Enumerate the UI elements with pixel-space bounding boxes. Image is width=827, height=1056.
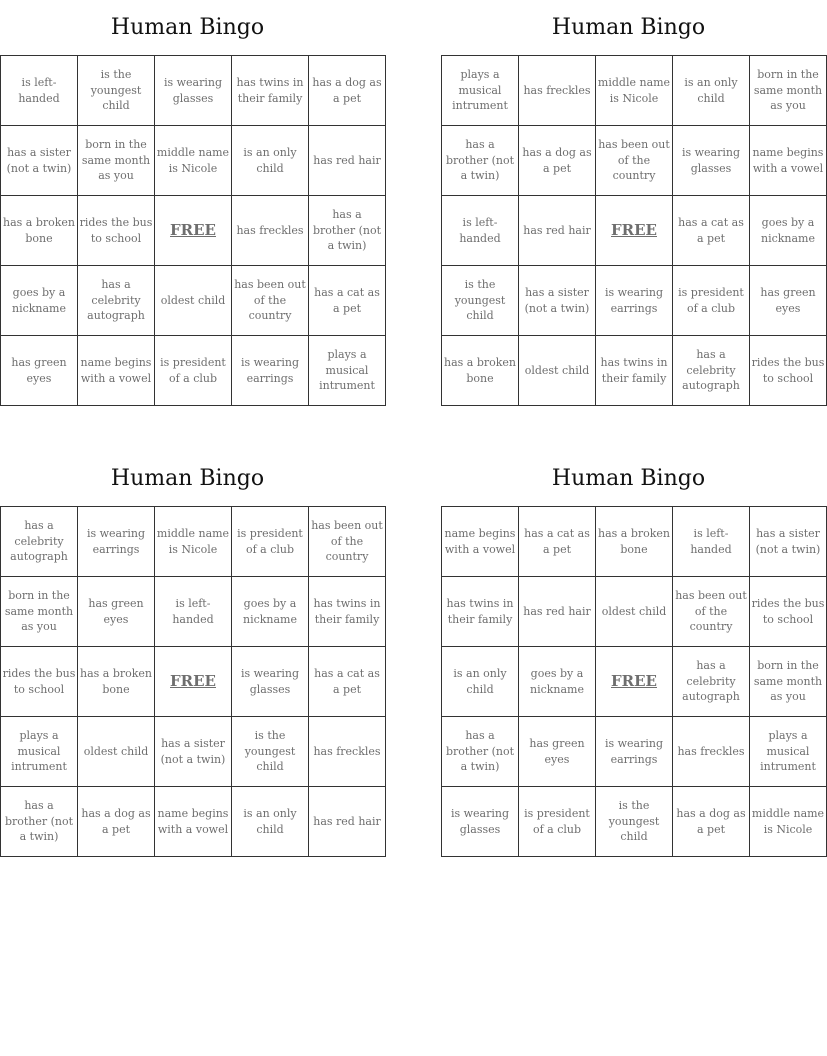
bingo-cell: has red hair <box>309 787 386 857</box>
bingo-cell: plays a musical intrument <box>750 717 827 787</box>
bingo-cell: has freckles <box>232 196 309 266</box>
bingo-cell: has been out of the country <box>596 126 673 196</box>
bingo-cell: has a sister (not a twin) <box>1 126 78 196</box>
bingo-grid <box>0 55 386 406</box>
grid-row <box>1 577 386 647</box>
bingo-cell: plays a musical intrument <box>442 56 519 126</box>
bingo-cell: has a cat as a pet <box>309 266 386 336</box>
bingo-cell: born in the same month as you <box>750 56 827 126</box>
card-title: Human Bingo <box>110 15 265 40</box>
bingo-cell: has green eyes <box>519 717 596 787</box>
bingo-cell: is left-handed <box>673 507 750 577</box>
bingo-cell: has a dog as a pet <box>78 787 155 857</box>
bingo-cell: rides the bus to school <box>750 336 827 406</box>
bingo-cell: is president of a club <box>519 787 596 857</box>
bingo-cell: is wearing glasses <box>673 126 750 196</box>
bingo-card-1 <box>0 0 382 406</box>
bingo-cell: is wearing earrings <box>596 266 673 336</box>
grid-row <box>1 56 386 126</box>
bingo-cell: is an only child <box>232 787 309 857</box>
bingo-cell: has freckles <box>519 56 596 126</box>
bingo-cell: is an only child <box>232 126 309 196</box>
grid-row <box>1 126 386 196</box>
free-space-cell: FREE <box>155 196 232 266</box>
grid-row <box>442 787 827 857</box>
bingo-cell: has a celebrity autograph <box>673 336 750 406</box>
bingo-cell: rides the bus to school <box>1 647 78 717</box>
grid-row <box>1 787 386 857</box>
bingo-cell: is wearing glasses <box>155 56 232 126</box>
grid-row <box>1 717 386 787</box>
bingo-cell: is an only child <box>673 56 750 126</box>
bingo-cell: has a brother (not a twin) <box>1 787 78 857</box>
bingo-cell: has green eyes <box>750 266 827 336</box>
grid-row <box>1 336 386 406</box>
free-space-cell: FREE <box>596 647 673 717</box>
bingo-cell: is the youngest child <box>442 266 519 336</box>
bingo-cell: has a celebrity autograph <box>673 647 750 717</box>
grid-row <box>442 196 827 266</box>
bingo-cell: middle name is Nicole <box>155 507 232 577</box>
bingo-cell: is president of a club <box>673 266 750 336</box>
bingo-cell: oldest child <box>78 717 155 787</box>
bingo-cell: goes by a nickname <box>750 196 827 266</box>
bingo-cell: middle name is Nicole <box>750 787 827 857</box>
bingo-cell: is the youngest child <box>78 56 155 126</box>
bingo-cell: goes by a nickname <box>519 647 596 717</box>
bingo-card-3 <box>0 451 383 857</box>
bingo-cell: goes by a nickname <box>1 266 78 336</box>
bingo-cell: has green eyes <box>1 336 78 406</box>
bingo-cell: has been out of the country <box>673 577 750 647</box>
bingo-cell: born in the same month as you <box>1 577 78 647</box>
grid-row <box>1 507 386 577</box>
bingo-cell: is president of a club <box>232 507 309 577</box>
bingo-cell: has a cat as a pet <box>309 647 386 717</box>
bingo-cell: name begins with a vowel <box>155 787 232 857</box>
bingo-cell: has freckles <box>673 717 750 787</box>
bingo-cell: is wearing glasses <box>442 787 519 857</box>
bingo-cell: has been out of the country <box>309 507 386 577</box>
grid-row <box>442 56 827 126</box>
bingo-cell: has a brother (not a twin) <box>442 126 519 196</box>
grid-row <box>442 336 827 406</box>
bingo-cell: name begins with a vowel <box>442 507 519 577</box>
bingo-cell: born in the same month as you <box>78 126 155 196</box>
bingo-cell: is president of a club <box>155 336 232 406</box>
bingo-cell: is left-handed <box>1 56 78 126</box>
grid-row <box>442 507 827 577</box>
bingo-cell: has red hair <box>519 577 596 647</box>
bingo-cell: is wearing earrings <box>232 336 309 406</box>
bingo-cell: oldest child <box>519 336 596 406</box>
grid-row <box>442 647 827 717</box>
bingo-cell: name begins with a vowel <box>750 126 827 196</box>
card-title: Human Bingo <box>110 466 265 491</box>
grid-row <box>442 717 827 787</box>
bingo-cell: has a broken bone <box>442 336 519 406</box>
bingo-cell: has a cat as a pet <box>519 507 596 577</box>
bingo-cell: has a broken bone <box>1 196 78 266</box>
bingo-cell: has a sister (not a twin) <box>750 507 827 577</box>
bingo-cell: rides the bus to school <box>750 577 827 647</box>
grid-row <box>1 266 386 336</box>
bingo-cell: has a dog as a pet <box>519 126 596 196</box>
bingo-cell: is the youngest child <box>232 717 309 787</box>
grid-row <box>1 196 386 266</box>
bingo-cell: has a dog as a pet <box>309 56 386 126</box>
bingo-cell: rides the bus to school <box>78 196 155 266</box>
bingo-cell: is the youngest child <box>596 787 673 857</box>
bingo-cell: is wearing glasses <box>232 647 309 717</box>
bingo-cell: has been out of the country <box>232 266 309 336</box>
bingo-cell: has freckles <box>309 717 386 787</box>
bingo-card-2 <box>441 0 825 406</box>
card-title: Human Bingo <box>551 466 706 491</box>
bingo-cell: has red hair <box>519 196 596 266</box>
bingo-cell: is left-handed <box>155 577 232 647</box>
bingo-cell: has twins in their family <box>309 577 386 647</box>
bingo-cell: has a cat as a pet <box>673 196 750 266</box>
bingo-cell: has a celebrity autograph <box>78 266 155 336</box>
bingo-cell: has a brother (not a twin) <box>442 717 519 787</box>
bingo-cell: is an only child <box>442 647 519 717</box>
bingo-cell: has red hair <box>309 126 386 196</box>
bingo-cell: has twins in their family <box>596 336 673 406</box>
bingo-cell: oldest child <box>596 577 673 647</box>
bingo-cell: has twins in their family <box>232 56 309 126</box>
bingo-cell: has a celebrity autograph <box>1 507 78 577</box>
bingo-cell: is wearing earrings <box>596 717 673 787</box>
bingo-cell: has a sister (not a twin) <box>155 717 232 787</box>
bingo-card-4 <box>441 451 825 857</box>
bingo-cell: has a brother (not a twin) <box>309 196 386 266</box>
bingo-cell: goes by a nickname <box>232 577 309 647</box>
bingo-cell: is wearing earrings <box>78 507 155 577</box>
bingo-cell: has a broken bone <box>78 647 155 717</box>
bingo-grid <box>0 506 386 857</box>
bingo-cell: has twins in their family <box>442 577 519 647</box>
grid-row <box>442 266 827 336</box>
bingo-cell: middle name is Nicole <box>596 56 673 126</box>
bingo-cell: is left-handed <box>442 196 519 266</box>
grid-row <box>1 647 386 717</box>
grid-row <box>442 126 827 196</box>
bingo-cell: name begins with a vowel <box>78 336 155 406</box>
free-space-cell: FREE <box>155 647 232 717</box>
bingo-cell: has green eyes <box>78 577 155 647</box>
bingo-cell: plays a musical intrument <box>309 336 386 406</box>
bingo-cell: plays a musical intrument <box>1 717 78 787</box>
bingo-cell: has a dog as a pet <box>673 787 750 857</box>
bingo-cell: has a broken bone <box>596 507 673 577</box>
bingo-cell: has a sister (not a twin) <box>519 266 596 336</box>
grid-row <box>442 577 827 647</box>
card-title: Human Bingo <box>551 15 706 40</box>
bingo-cell: middle name is Nicole <box>155 126 232 196</box>
free-space-cell: FREE <box>596 196 673 266</box>
bingo-grid <box>441 55 827 406</box>
bingo-grid <box>441 506 827 857</box>
bingo-cell: oldest child <box>155 266 232 336</box>
bingo-cell: born in the same month as you <box>750 647 827 717</box>
